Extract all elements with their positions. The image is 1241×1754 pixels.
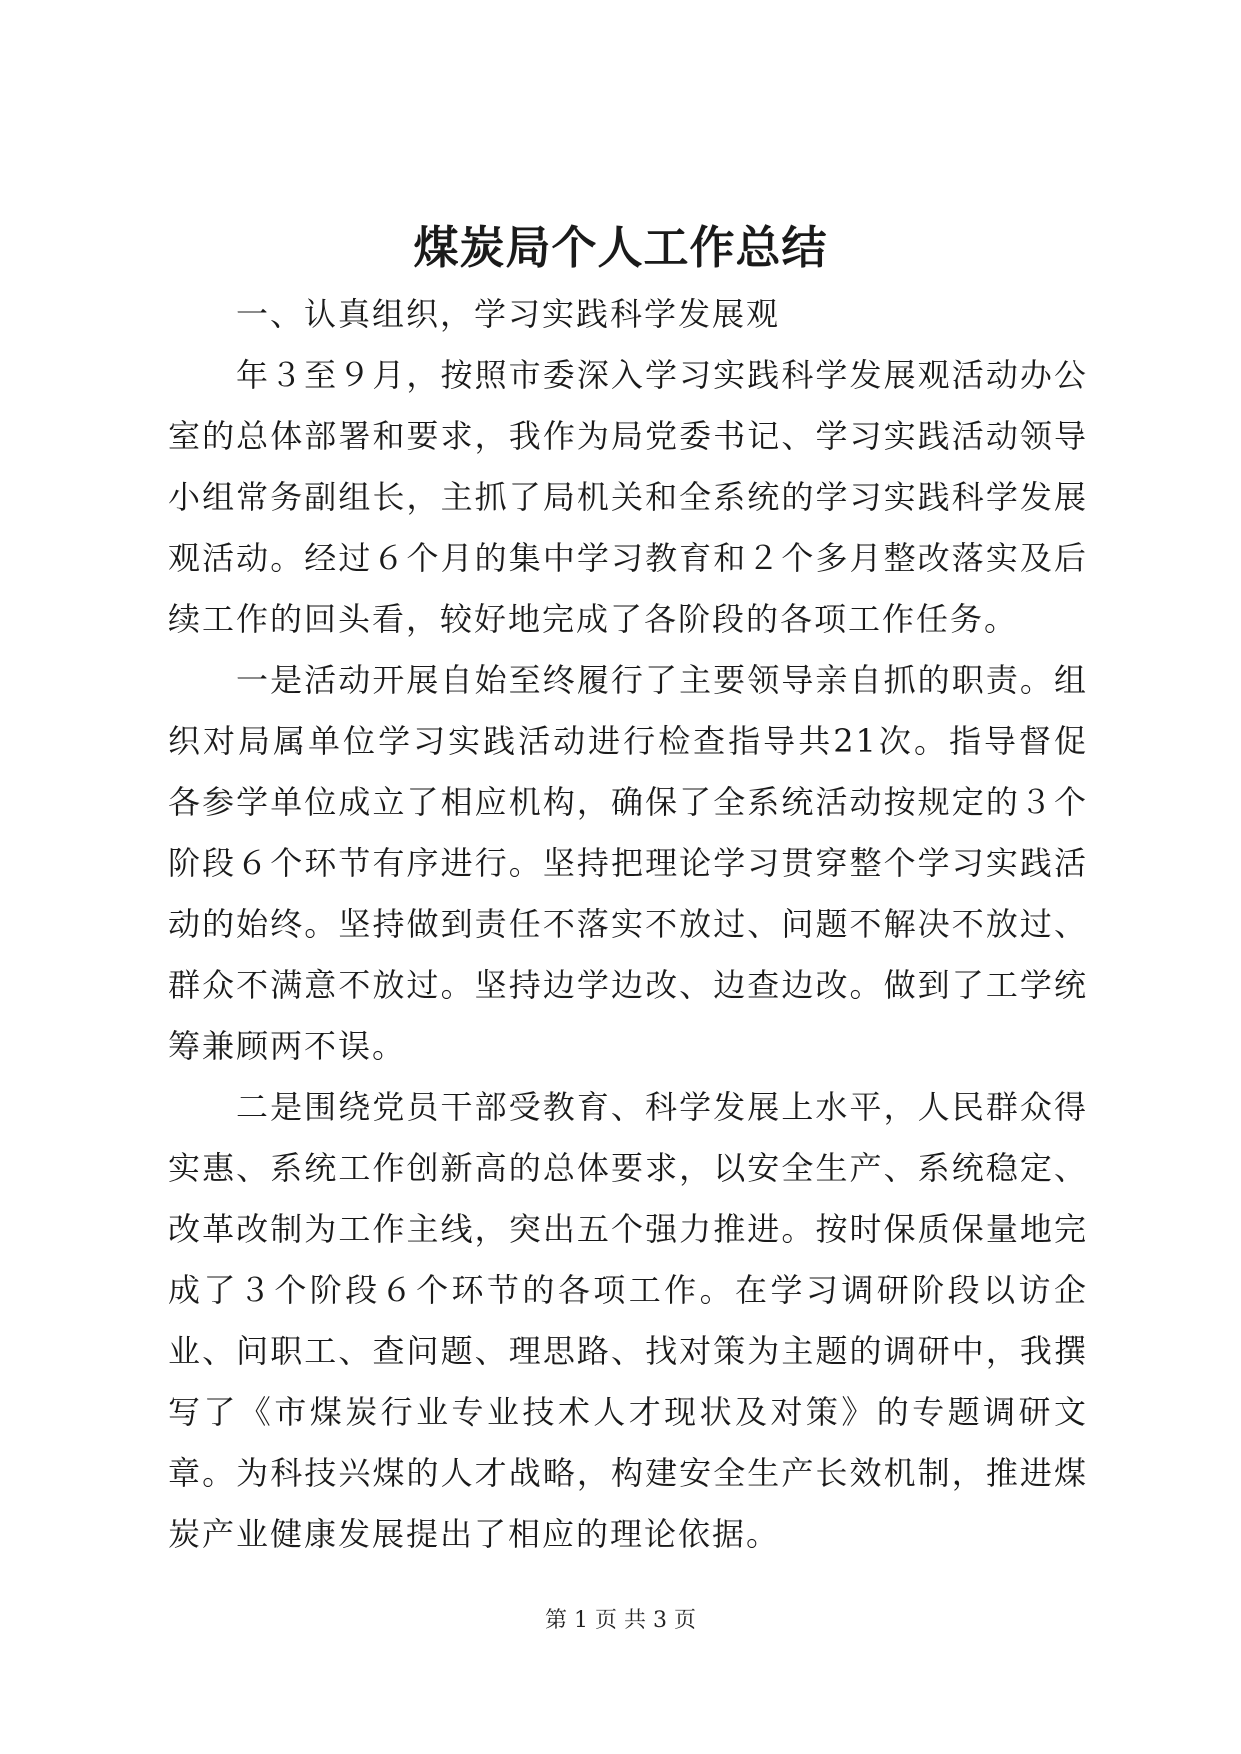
page-number-footer: 第 1 页 共 3 页 (545, 1608, 696, 1633)
section-heading: 一、认真组织，学习实践科学发展观 (236, 295, 781, 333)
document-title: 煤炭局个人工作总结 (413, 221, 828, 274)
body-paragraph: 年３至９月，按照市委深入学习实践科学发展观活动办公室的总体部署和要求，我作为局党委书记、学习实践活动领导小组常务副组长，主抓了局机关和全系统的学习实践科学发展观活动。经过６个月的集中学习教育和２个多月整改落实及后续工作的回头看，较好地完成了各阶段的各项工作任务。 (168, 356, 1088, 638)
body-paragraph: 一是活动开展自始至终履行了主要领导亲自抓的职责。组织对局属单位学习实践活动进行检查指导共21次。指导督促各参学单位成立了相应机构，确保了全系统活动按规定的３个阶段６个环节有序进行。坚持把理论学习贯穿整个学习实践活动的始终。坚持做到责任不落实不放过、问题不解决不放过、群众不满意不放过。坚持边学边改、边查边改。做到了工学统筹兼顾两不误。 (168, 661, 1088, 1065)
body-paragraph: 二是围绕党员干部受教育、科学发展上水平，人民群众得实惠、系统工作创新高的总体要求，以安全生产、系统稳定、改革改制为工作主线，突出五个强力推进。按时保质保量地完成了３个阶段６个环节的各项工作。在学习调研阶段以访企业、问职工、查问题、理思路、找对策为主题的调研中，我撰写了《市煤炭行业专业技术人才现状及对策》的专题调研文章。为科技兴煤的人才战略，构建安全生产长效机制，推进煤炭产业健康发展提出了相应的理论依据。 (168, 1088, 1088, 1553)
document-body (168, 284, 1088, 1565)
